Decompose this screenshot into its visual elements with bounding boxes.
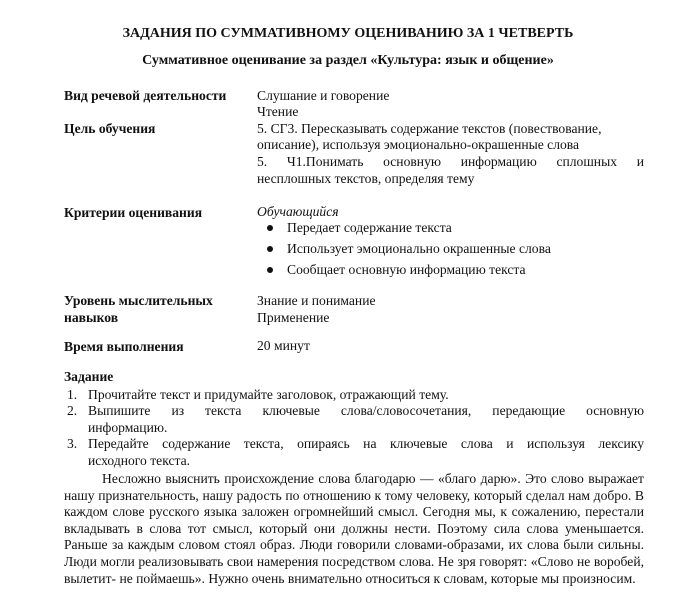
task-list: [64, 387, 644, 469]
goal-item2-line2: несплошных текстов, определяя тему: [257, 171, 475, 186]
task-item: [64, 387, 644, 403]
thinking-label-line1: Уровень мыслительных: [64, 293, 213, 308]
reading-text: Несложно выяснить происхождение слова благодарю — «благо дарю». Это слово выражает нашу признательность, нашу радость по отношению к тому человеку, который сделал нам добро. В каждом слове русского языка заложен огромнейший смысл. Сегодня мы, к сожалению, перестали вкладывать в слова тот смысл, который они должны нести. Поэтому сила слова уменьшается. Раньше за каждым словом стоял образ. Люди говорили словами-образами, их слова были сильны. Люди могли реализовывать свои намерения посредством слова. Не зря говорят: «Слово не воробей, вылетит- не поймаешь». Нужно очень внимательно относиться к словам, которые мы произносим.: [64, 471, 644, 586]
time-label: Время выполнения: [64, 339, 184, 354]
task-text-line: Прочитайте текст и придумайте заголовок, отражающий тему.: [88, 387, 449, 402]
thinking-value-1: Знание и понимание: [257, 293, 376, 308]
criteria-list: [257, 220, 647, 283]
criteria-item: Сообщает основную информацию текста: [257, 262, 647, 283]
criteria-learner: Обучающийся: [257, 204, 339, 219]
task-text-line: информацию.: [88, 419, 168, 435]
thinking-label-line2: навыков: [64, 310, 119, 325]
time-value: 20 минут: [257, 338, 310, 353]
task-item: [64, 436, 644, 469]
bullet-icon: [267, 246, 273, 252]
goal-item1-line2: описание), используя эмоционально-окрашенные слова: [257, 137, 580, 152]
activity-value-2: Чтение: [257, 104, 299, 119]
criteria-item: Использует эмоционально окрашенные слова: [257, 241, 647, 262]
bullet-icon: [267, 225, 273, 231]
goal-label: Цель обучения: [64, 121, 156, 136]
task-number: 3.: [67, 436, 78, 451]
task-text-line: Передайте содержание текста, опираясь на ключевые слова и используя лексику: [88, 436, 644, 451]
thinking-value-2: Применение: [257, 310, 330, 325]
goal-item2-line1: 5. Ч1.Понимать основную информацию сплошных и: [257, 154, 644, 169]
task-text-line: исходного текста.: [88, 452, 191, 468]
task-number: 1.: [67, 387, 78, 402]
task-text-line: Выпишите из текста ключевые слова/словосочетания, передающие основную: [88, 403, 644, 418]
goal-item1-line1: 5. СГ3. Пересказывать содержание текстов (повествование,: [257, 121, 602, 136]
section-subtitle: Суммативное оценивание за раздел «Культура: язык и общение»: [142, 53, 554, 68]
bullet-icon: [267, 267, 273, 273]
task-item: [64, 403, 644, 436]
task-heading: Задание: [64, 369, 114, 384]
criteria-item: Передает содержание текста: [257, 220, 647, 241]
task-number: 2.: [67, 403, 78, 418]
document-title: ЗАДАНИЯ ПО СУММАТИВНОМУ ОЦЕНИВАНИЮ ЗА 1 ЧЕТВЕРТЬ: [122, 26, 574, 41]
activity-label: Вид речевой деятельности: [64, 88, 227, 103]
activity-value-1: Слушание и говорение: [257, 88, 390, 103]
criteria-label: Критерии оценивания: [64, 205, 203, 220]
